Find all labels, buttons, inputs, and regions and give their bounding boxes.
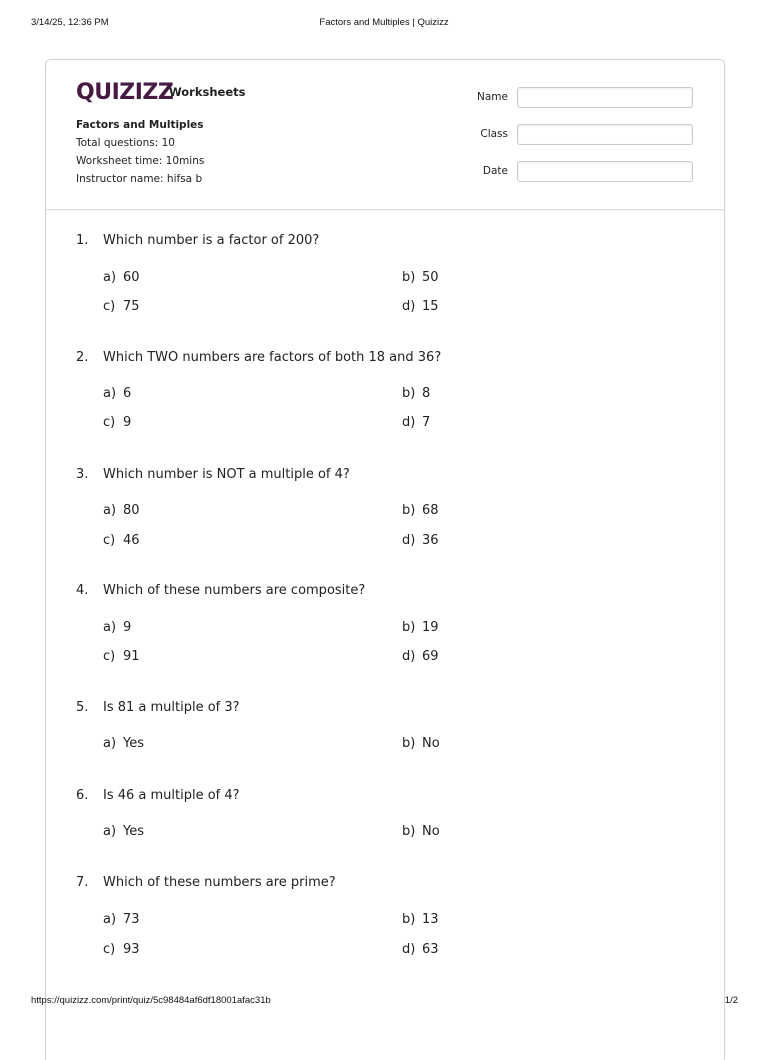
option-letter: a) — [103, 386, 117, 401]
question-text: Which TWO numbers are factors of both 18 and 36? — [103, 350, 442, 365]
option-b — [402, 270, 439, 285]
option-b — [402, 912, 439, 927]
option-a — [103, 824, 144, 839]
name-field[interactable] — [517, 87, 693, 108]
option-text: 6 — [123, 386, 132, 401]
option-text: 9 — [123, 620, 132, 635]
option-d — [402, 649, 439, 664]
option-letter: c) — [103, 942, 116, 957]
instructor-name: Instructor name: hifsa b — [76, 173, 203, 185]
option-text: 73 — [123, 912, 140, 927]
total-questions: Total questions: 10 — [76, 137, 175, 149]
option-c — [103, 942, 140, 957]
worksheets-label: Worksheets — [169, 85, 246, 99]
question-text: Which of these numbers are composite? — [103, 583, 366, 598]
worksheet-time: Worksheet time: 10mins — [76, 155, 205, 167]
option-letter: b) — [402, 824, 416, 839]
option-text: 69 — [422, 649, 439, 664]
option-text: 46 — [123, 533, 140, 548]
print-page-title: Factors and Multiples | Quizizz — [319, 17, 449, 28]
option-text: No — [422, 824, 440, 839]
option-a — [103, 270, 140, 285]
option-letter: c) — [103, 533, 116, 548]
worksheet-header — [46, 60, 724, 210]
option-text: 91 — [123, 649, 140, 664]
option-c — [103, 533, 140, 548]
option-d — [402, 533, 439, 548]
option-text: No — [422, 736, 440, 751]
option-text: 75 — [123, 299, 140, 314]
date-label: Date — [482, 165, 508, 177]
option-c — [103, 299, 140, 314]
option-letter: b) — [402, 912, 416, 927]
option-letter: b) — [402, 270, 416, 285]
option-text: Yes — [123, 824, 144, 839]
option-b — [402, 824, 440, 839]
quizizz-logo: QUIZIZZ — [76, 80, 174, 105]
print-footer — [0, 995, 768, 1009]
question-text: Which number is a factor of 200? — [103, 233, 320, 248]
option-a — [103, 503, 140, 518]
print-header — [0, 17, 768, 31]
option-a — [103, 736, 144, 751]
option-text: 93 — [123, 942, 140, 957]
question-text: Which number is NOT a multiple of 4? — [103, 467, 350, 482]
option-text: 15 — [422, 299, 439, 314]
option-c — [103, 415, 131, 430]
option-letter: a) — [103, 503, 117, 518]
option-d — [402, 415, 430, 430]
question-number: 2. — [76, 350, 89, 365]
print-datetime: 3/14/25, 12:36 PM — [31, 17, 109, 28]
option-b — [402, 620, 439, 635]
option-text: 60 — [123, 270, 140, 285]
question-number: 3. — [76, 467, 89, 482]
option-letter: d) — [402, 942, 416, 957]
option-letter: d) — [402, 299, 416, 314]
worksheet-card — [45, 59, 725, 1060]
option-text: 63 — [422, 942, 439, 957]
option-c — [103, 649, 140, 664]
option-letter: b) — [402, 736, 416, 751]
option-letter: c) — [103, 299, 116, 314]
option-text: 50 — [422, 270, 439, 285]
option-letter: a) — [103, 620, 117, 635]
question-text: Which of these numbers are prime? — [103, 875, 336, 890]
question-text: Is 46 a multiple of 4? — [103, 788, 240, 803]
option-d — [402, 942, 439, 957]
option-b — [402, 503, 439, 518]
question-number: 7. — [76, 875, 89, 890]
option-text: 8 — [422, 386, 431, 401]
question-number: 6. — [76, 788, 89, 803]
option-text: 68 — [422, 503, 439, 518]
option-letter: a) — [103, 270, 117, 285]
option-letter: a) — [103, 736, 117, 751]
question-number: 5. — [76, 700, 89, 715]
option-a — [103, 912, 140, 927]
option-letter: d) — [402, 415, 416, 430]
question-number: 4. — [76, 583, 89, 598]
option-a — [103, 386, 131, 401]
option-letter: c) — [103, 415, 116, 430]
option-letter: a) — [103, 824, 117, 839]
option-text: 13 — [422, 912, 439, 927]
option-letter: d) — [402, 533, 416, 548]
class-label: Class — [480, 128, 508, 140]
option-letter: b) — [402, 620, 416, 635]
option-letter: b) — [402, 386, 416, 401]
option-letter: b) — [402, 503, 416, 518]
option-text: Yes — [123, 736, 144, 751]
option-letter: a) — [103, 912, 117, 927]
option-a — [103, 620, 131, 635]
question-number: 1. — [76, 233, 89, 248]
option-d — [402, 299, 439, 314]
date-field[interactable] — [517, 161, 693, 182]
option-text: 19 — [422, 620, 439, 635]
option-b — [402, 386, 430, 401]
option-text: 36 — [422, 533, 439, 548]
option-letter: d) — [402, 649, 416, 664]
name-label: Name — [477, 91, 508, 103]
option-text: 7 — [422, 415, 431, 430]
class-field[interactable] — [517, 124, 693, 145]
worksheet-title: Factors and Multiples — [76, 119, 204, 131]
page-number: 1/2 — [724, 995, 738, 1006]
option-b — [402, 736, 440, 751]
option-text: 80 — [123, 503, 140, 518]
option-text: 9 — [123, 415, 132, 430]
question-text: Is 81 a multiple of 3? — [103, 700, 240, 715]
option-letter: c) — [103, 649, 116, 664]
print-url: https://quizizz.com/print/quiz/5c98484af6df18001afac31b — [31, 995, 271, 1006]
